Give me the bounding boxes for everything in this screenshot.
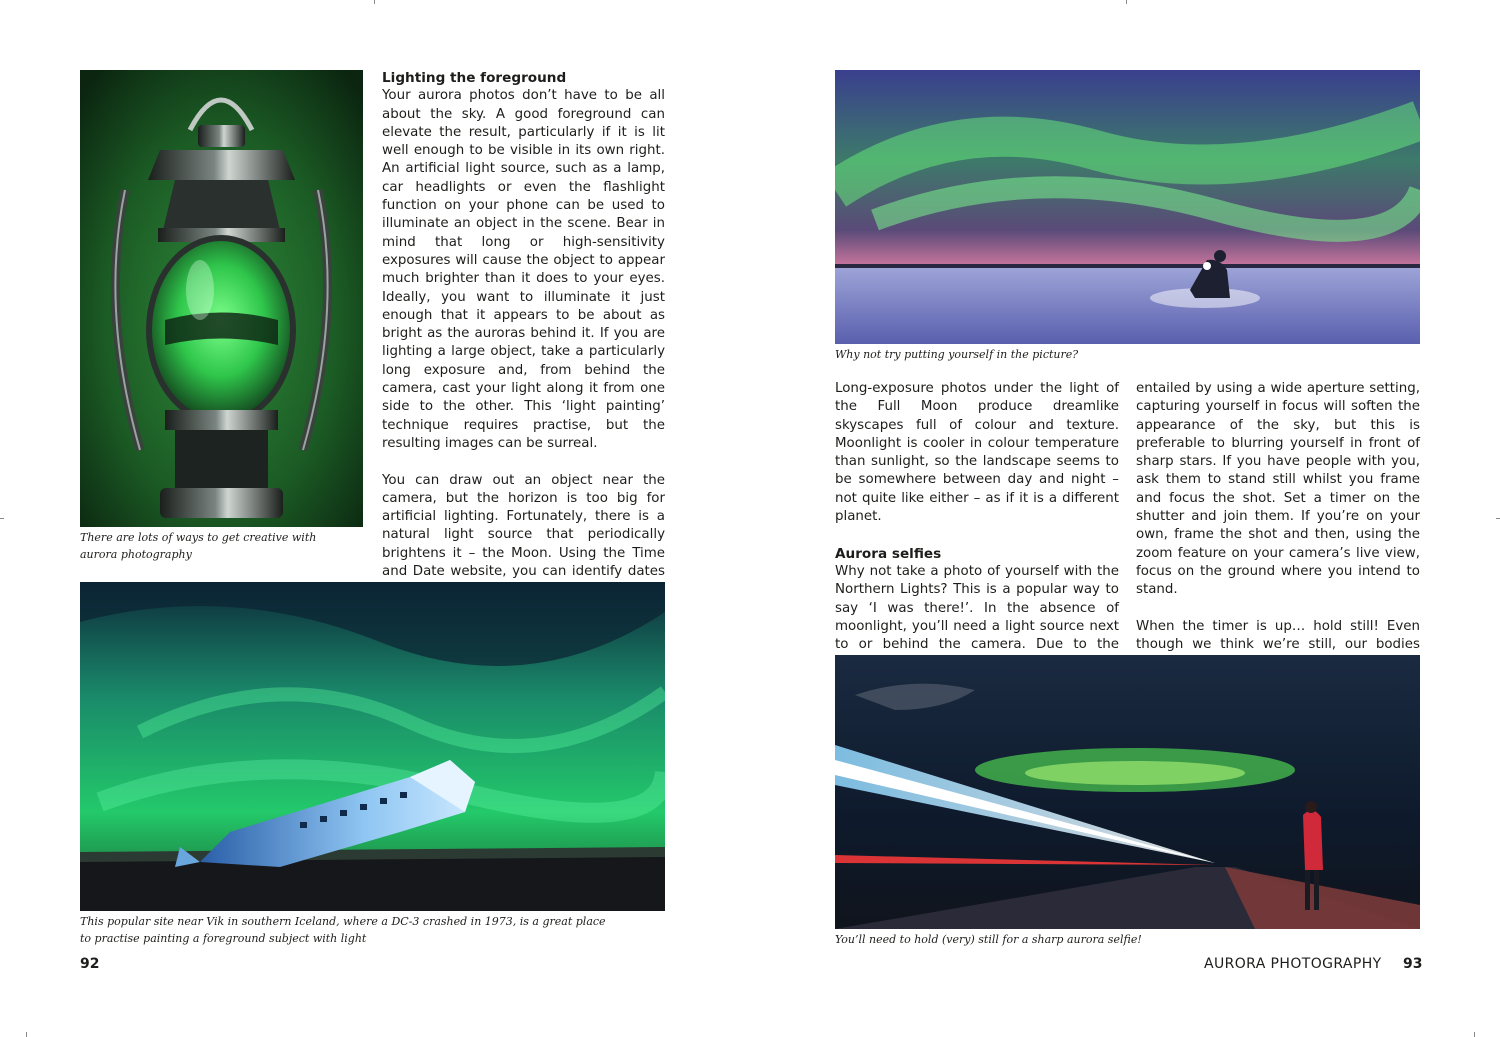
snow-caption: Why not try putting yourself in the picture? — [835, 348, 1079, 361]
paragraph: When the timer is up… hold still! Even though we think we’re still, our bodies — [1136, 618, 1420, 653]
paragraph: entailed by using a wide aperture setting, capturing yourself in focus will soften the appearance of the sky, but this is preferable to blurring yourself in front of sharp stars. If you have people with you, ask them to stand still whilst you frame and focus the shot. Set a timer on the shutter and join them. If you’re on your own, frame the shot and then, using the zoom feature on your camera’s live view, focus on the ground where you intend to stand. — [1136, 381, 1420, 598]
lantern-photo — [80, 70, 363, 527]
section-heading-selfies: Aurora selfies — [835, 545, 942, 562]
page-number-right: 93 — [1403, 956, 1423, 972]
snow-selfie-photo — [835, 70, 1420, 344]
section-heading-lighting: Lighting the foreground — [382, 70, 567, 86]
paragraph: Why not take a photo of yourself with the Northern Lights? This is a popular way to say ‘I was there!’. In the absence of moonlight, you’ll need a light source next to or behind the camera. Due to the — [835, 563, 1119, 653]
plane-caption: This popular site near Vik in southern Iceland, where a DC-3 crashed in 1973, is a great place to practise painting a foreground subject with light — [80, 915, 606, 945]
road-selfie-photo — [835, 655, 1420, 929]
paragraph: Long-exposure photos under the light of the Full Moon produce dreamlike skyscapes full of colour and texture. Moonlight is cooler in colour temperature than sunlight, so the landscape seems to be somewhere between day and night – not quite like either – as if it is a different planet. — [835, 381, 1119, 525]
road-caption: You’ll need to hold (very) still for a sharp aurora selfie! — [835, 933, 1142, 946]
right-column-1 — [835, 380, 1119, 673]
paragraph: Your aurora photos don’t have to be all about the sky. A good foreground can elevate the result, particularly if it is lit well enough to be visible in its own right. An artificial light source, such as a lamp, car headlights or even the flashlight function on your phone can be used to illuminate an object in the scene. Bear in mind that long or high-sensitivity exposures will cause the object to appear much brighter than it does to your eyes. Ideally, you want to illuminate it just enough that it appears to be about as bright as the auroras behind it. If you are lighting a large object, take a particularly long exposure and, from behind the camera, cast your light along it from one side to the other. This ‘light painting’ technique requires practise, but the resulting images can be surreal. — [382, 88, 665, 451]
lantern-caption: There are lots of ways to get creative with aurora photography — [80, 531, 317, 561]
right-column-2 — [1136, 380, 1420, 673]
page-number-left: 92 — [80, 956, 100, 972]
plane-wreck-photo — [80, 582, 665, 911]
running-head: AURORA PHOTOGRAPHY — [1204, 956, 1382, 972]
paragraph: You can draw out an object near the camera, but the horizon is too big for artificial lighting. Fortunately, there is a natural light source that periodically brightens it – the Moon. Using the Time and Date website, you can identify dates — [382, 472, 665, 580]
right-page — [750, 0, 1500, 1037]
left-body-text — [382, 69, 665, 618]
